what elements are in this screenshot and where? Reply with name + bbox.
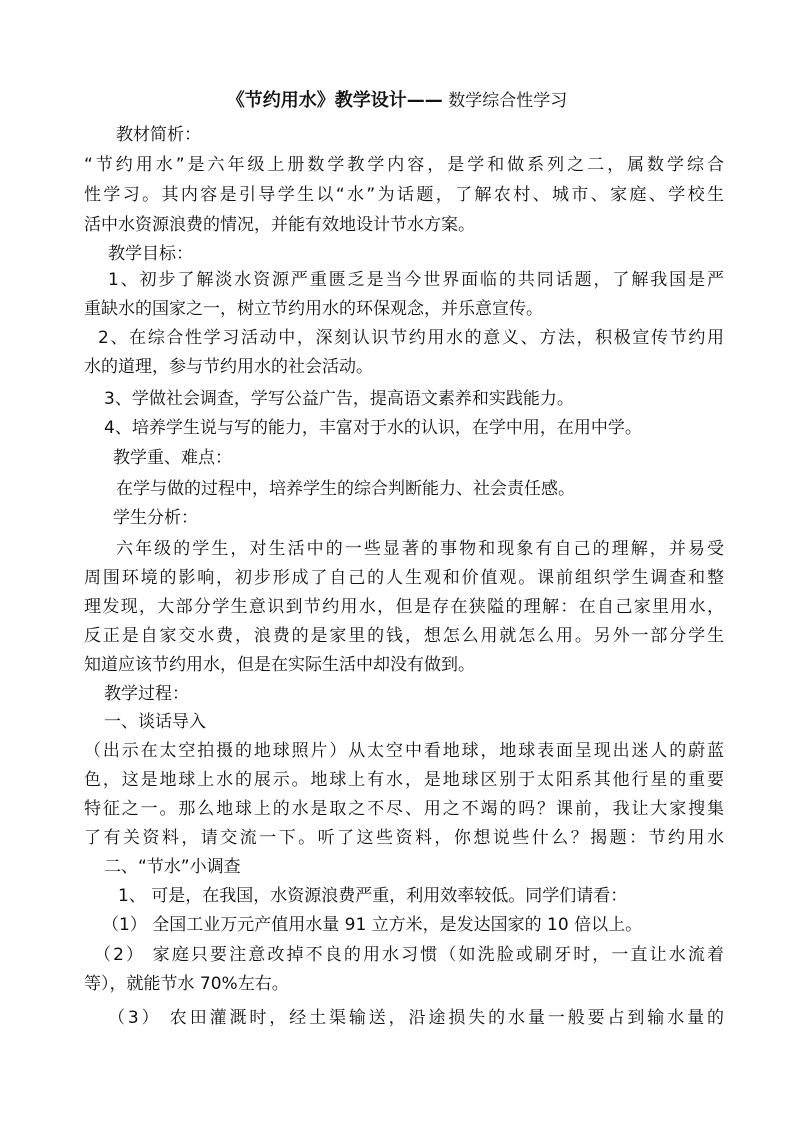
goal-item-cont: 重缺水的国家之一，树立节约用水的环保观念，并乐意宣传。 [84, 299, 543, 319]
section-heading: 二、“节水”小调查 [104, 857, 241, 877]
paragraph-line: （出示在太空拍摄的地球照片）从太空中看地球，地球表面呈现出迷人的蔚蓝 [84, 741, 724, 761]
heading-student-analysis: 学生分析： [113, 508, 198, 528]
paragraph-line: 特征之一。那么地球上的水是取之不尽、用之不竭的吗？课前，我让大家搜集 [84, 799, 724, 819]
paragraph-line: 理发现，大部分学生意识到节约用水，但是存在狭隘的理解：在自己家里用水， [84, 597, 724, 617]
goal-item: 3、学做社会调查，学写公益广告，提高语文素养和实践能力。 [104, 389, 574, 409]
title-subtitle: 数学综合性学习 [442, 91, 568, 111]
goal-item: 1、初步了解淡水资源严重匮乏是当今世界面临的共同话题，了解我国是严 [108, 270, 724, 290]
goal-item: 4、培养学生说与写的能力，丰富对于水的认识，在学中用，在用中学。 [104, 418, 642, 438]
paragraph-line: 知道应该节约用水，但是在实际生活中却没有做到。 [84, 655, 475, 675]
key-points-text: 在学与做的过程中，培养学生的综合判断能力、社会责任感。 [116, 479, 575, 499]
goal-item: 2、在综合性学习活动中，深刻认识节约用水的意义、方法，积极宣传节约用 [98, 328, 724, 348]
list-item: （3） 农田灌溉时，经土渠输送，沿途损失的水量一般要占到输水量的 [108, 1008, 724, 1028]
title-main: 《节约用水》教学设计—— [226, 90, 443, 111]
list-item: 1、 可是，在我国，水资源浪费严重，利用效率较低。同学们请看： [118, 886, 628, 906]
paragraph-line: 性学习。其内容是引导学生以“水”为话题，了解农村、城市、家庭、学校生 [84, 185, 724, 205]
list-item-cont: 等），就能节水 70%左右。 [84, 974, 289, 994]
heading-textbook-analysis: 教材简析： [116, 125, 201, 145]
paragraph-line: 周围环境的影响，初步形成了自己的人生观和价值观。课前组织学生调查和整 [84, 568, 724, 588]
heading-teaching-goals: 教学目标： [108, 244, 193, 264]
list-item: （2） 家庭只要注意改掉不良的用水习惯（如洗脸或刷牙时，一直让水流着 [94, 945, 724, 965]
heading-teaching-process: 教学过程： [104, 684, 189, 704]
paragraph-line: 六年级的学生，对生活中的一些显著的事物和现象有自己的理解，并易受 [116, 539, 724, 559]
paragraph-line: 活中水资源浪费的情况，并能有效地设计节水方案。 [84, 215, 475, 235]
paragraph-line: 色，这是地球上水的展示。地球上有水，是地球区别于太阳系其他行星的重要 [84, 770, 724, 790]
section-heading: 一、谈话导入 [104, 712, 206, 732]
goal-item-cont: 水的道理，参与节约用水的社会活动。 [84, 357, 373, 377]
paragraph-line: 反正是自家交水费，浪费的是家里的钱，想怎么用就怎么用。另外一部分学生 [84, 626, 724, 646]
paragraph-line: “节约用水”是六年级上册数学教学内容，是学和做系列之二，属数学综合 [84, 155, 724, 175]
paragraph-line: 了有关资料，请交流一下。听了这些资料，你想说些什么？揭题：节约用水 [84, 828, 724, 848]
document-title [0, 86, 794, 112]
list-item: （1） 全国工业万元产值用水量 91 立方米，是发达国家的 10 倍以上。 [102, 915, 643, 935]
heading-key-difficult-points: 教学重、难点： [113, 448, 232, 468]
